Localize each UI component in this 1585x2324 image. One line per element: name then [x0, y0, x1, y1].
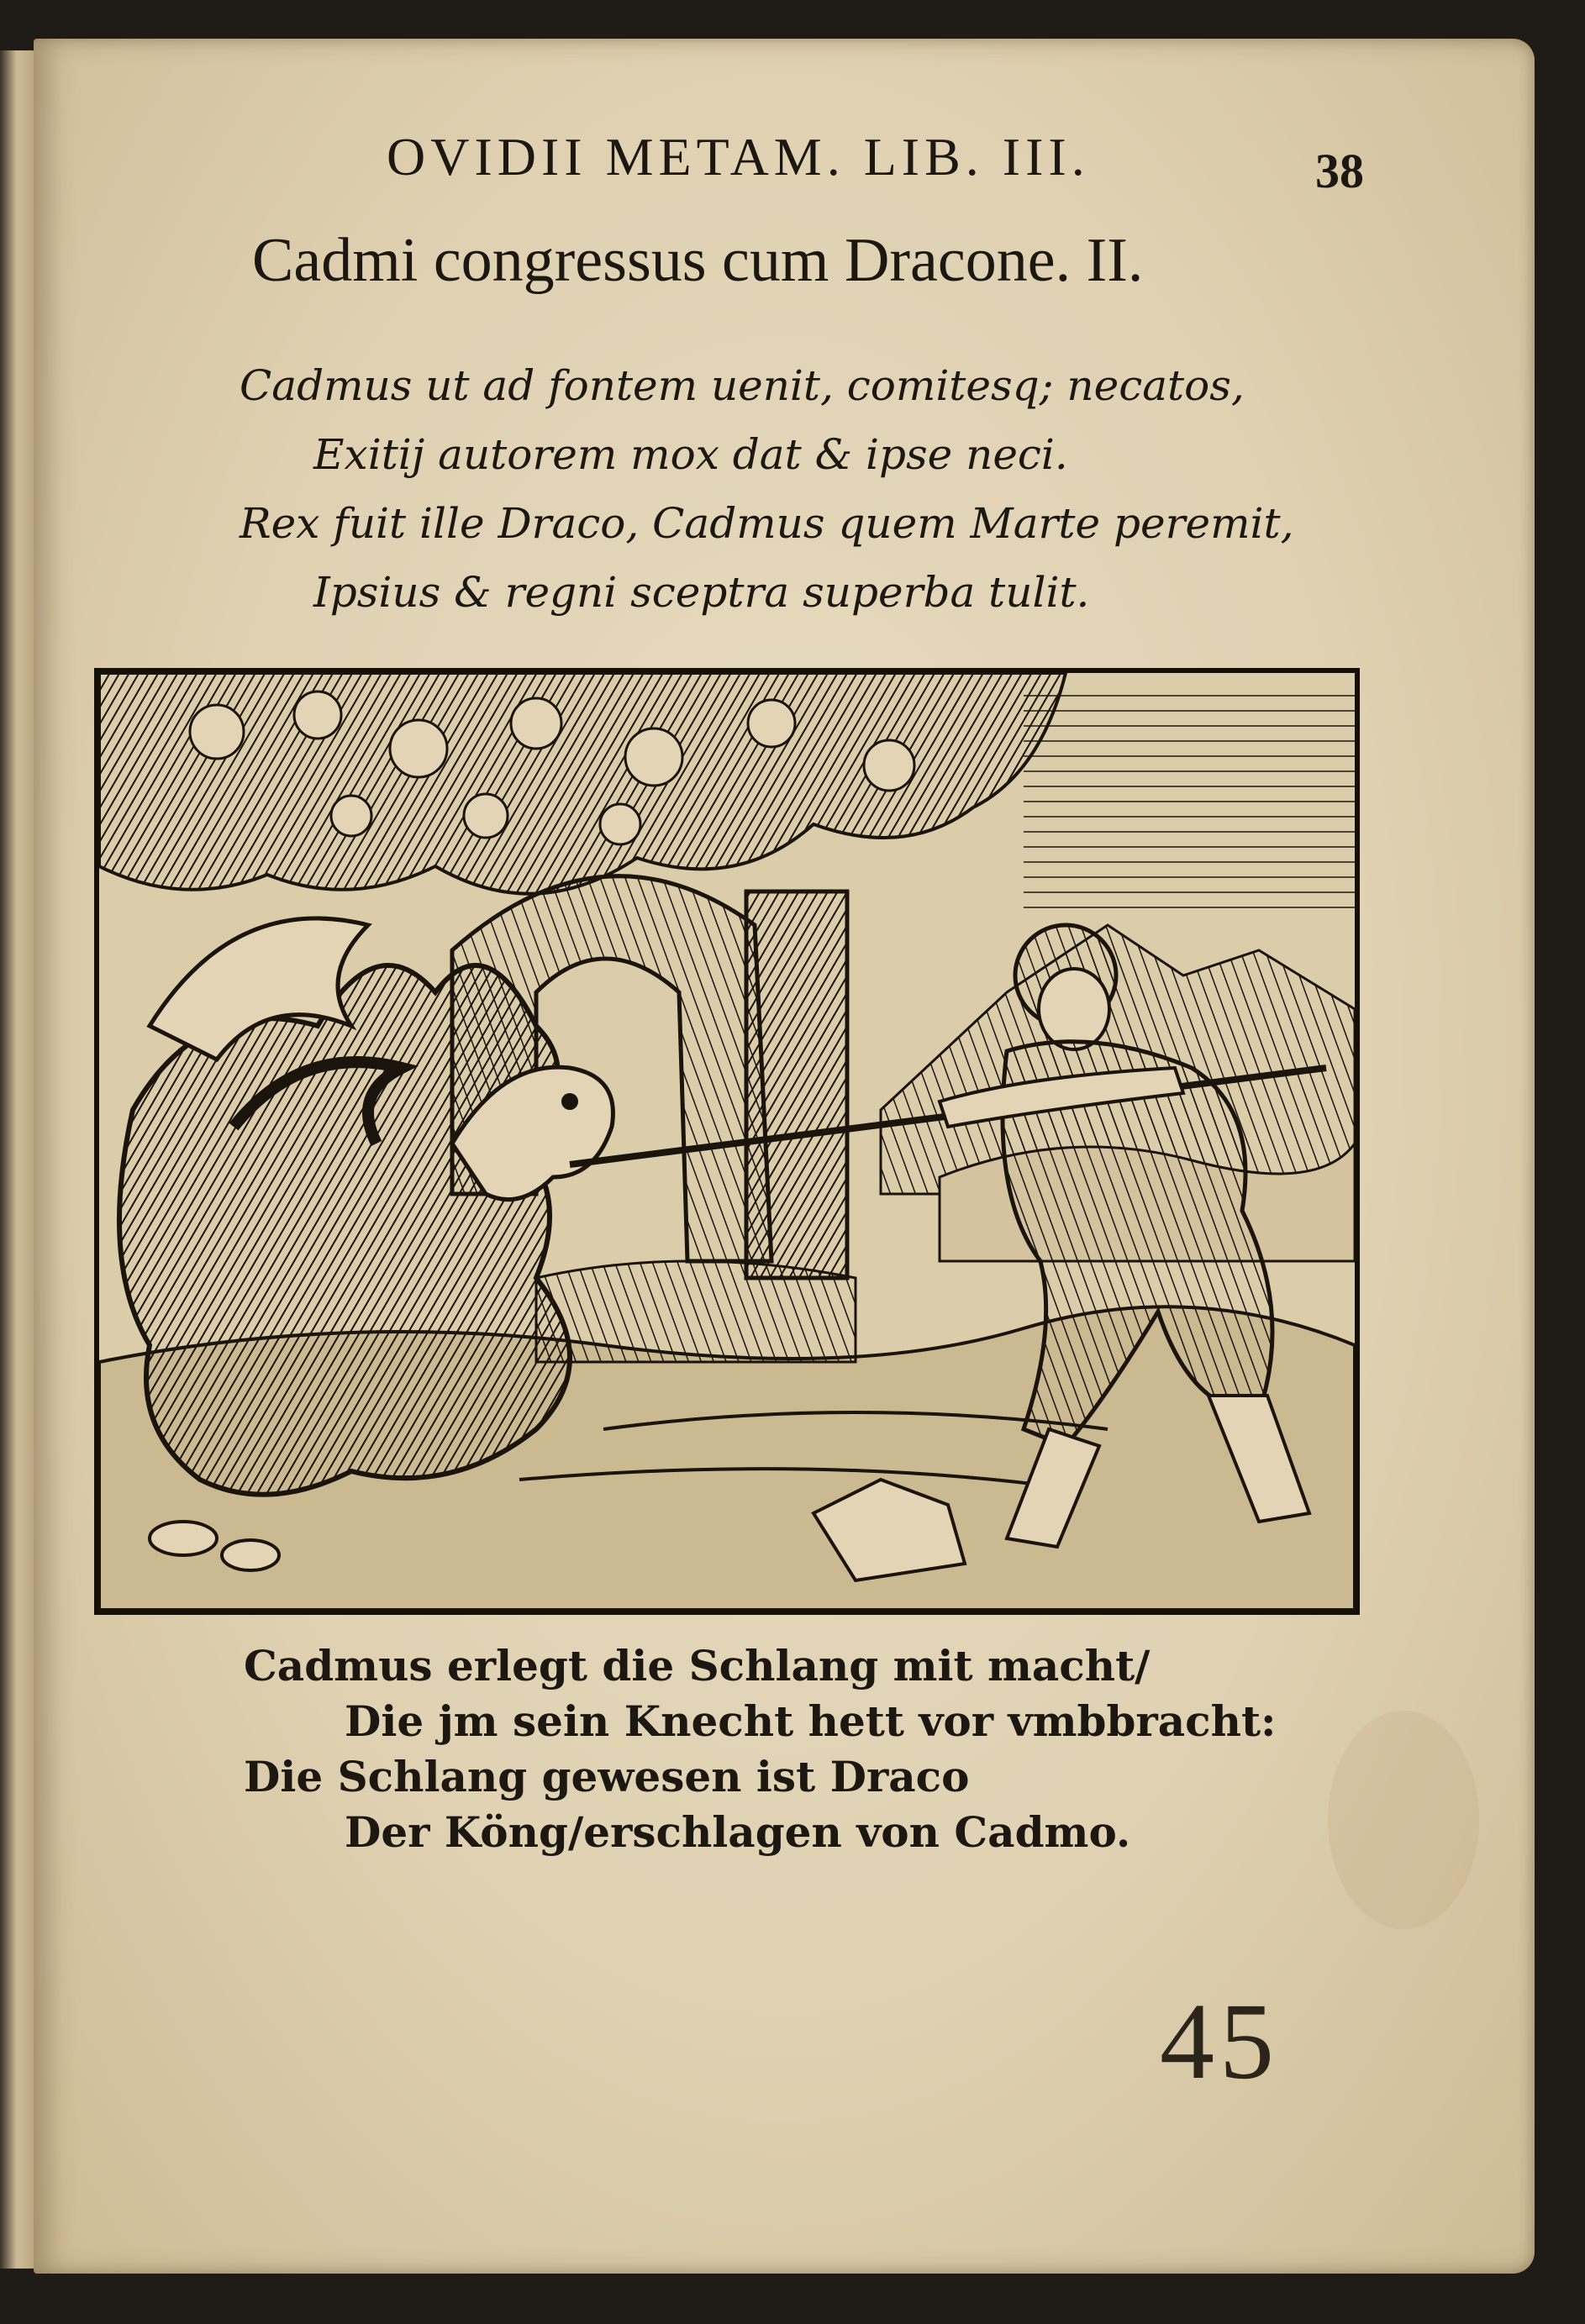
woodcut-illustration-icon [94, 668, 1360, 1615]
handwritten-page-number: 45 [1160, 1981, 1279, 2102]
latin-line: Cadmus ut ad fontem uenit, comitesq; necatos, [240, 361, 1245, 410]
german-line: Die Schlang gewesen ist Draco [244, 1752, 970, 1801]
latin-line: Ipsius & regni sceptra superba tulit. [313, 568, 1090, 617]
german-verse [244, 1638, 1277, 1860]
chapter-title: Cadmi congressus cum Dracone. II. [252, 226, 1144, 295]
folio-number: 38 [1315, 144, 1364, 198]
paper-stain [1328, 1711, 1479, 1929]
german-line: Cadmus erlegt die Schlang mit macht/ [244, 1641, 1151, 1690]
latin-line: Rex fuit ille Draco, Cadmus quem Marte peremit, [240, 499, 1294, 548]
latin-epigram [240, 351, 1293, 627]
latin-line: Exitij autorem mox dat & ipse neci. [313, 430, 1068, 479]
running-title: OVIDII METAM. LIB. III. [387, 127, 1090, 187]
german-line: Der Köng/erschlagen von Cadmo. [345, 1807, 1131, 1857]
german-line: Die jm sein Knecht hett vor vmbbracht: [345, 1696, 1277, 1746]
woodcut-drawing [99, 673, 1355, 1610]
facing-page-edge [0, 50, 37, 2269]
